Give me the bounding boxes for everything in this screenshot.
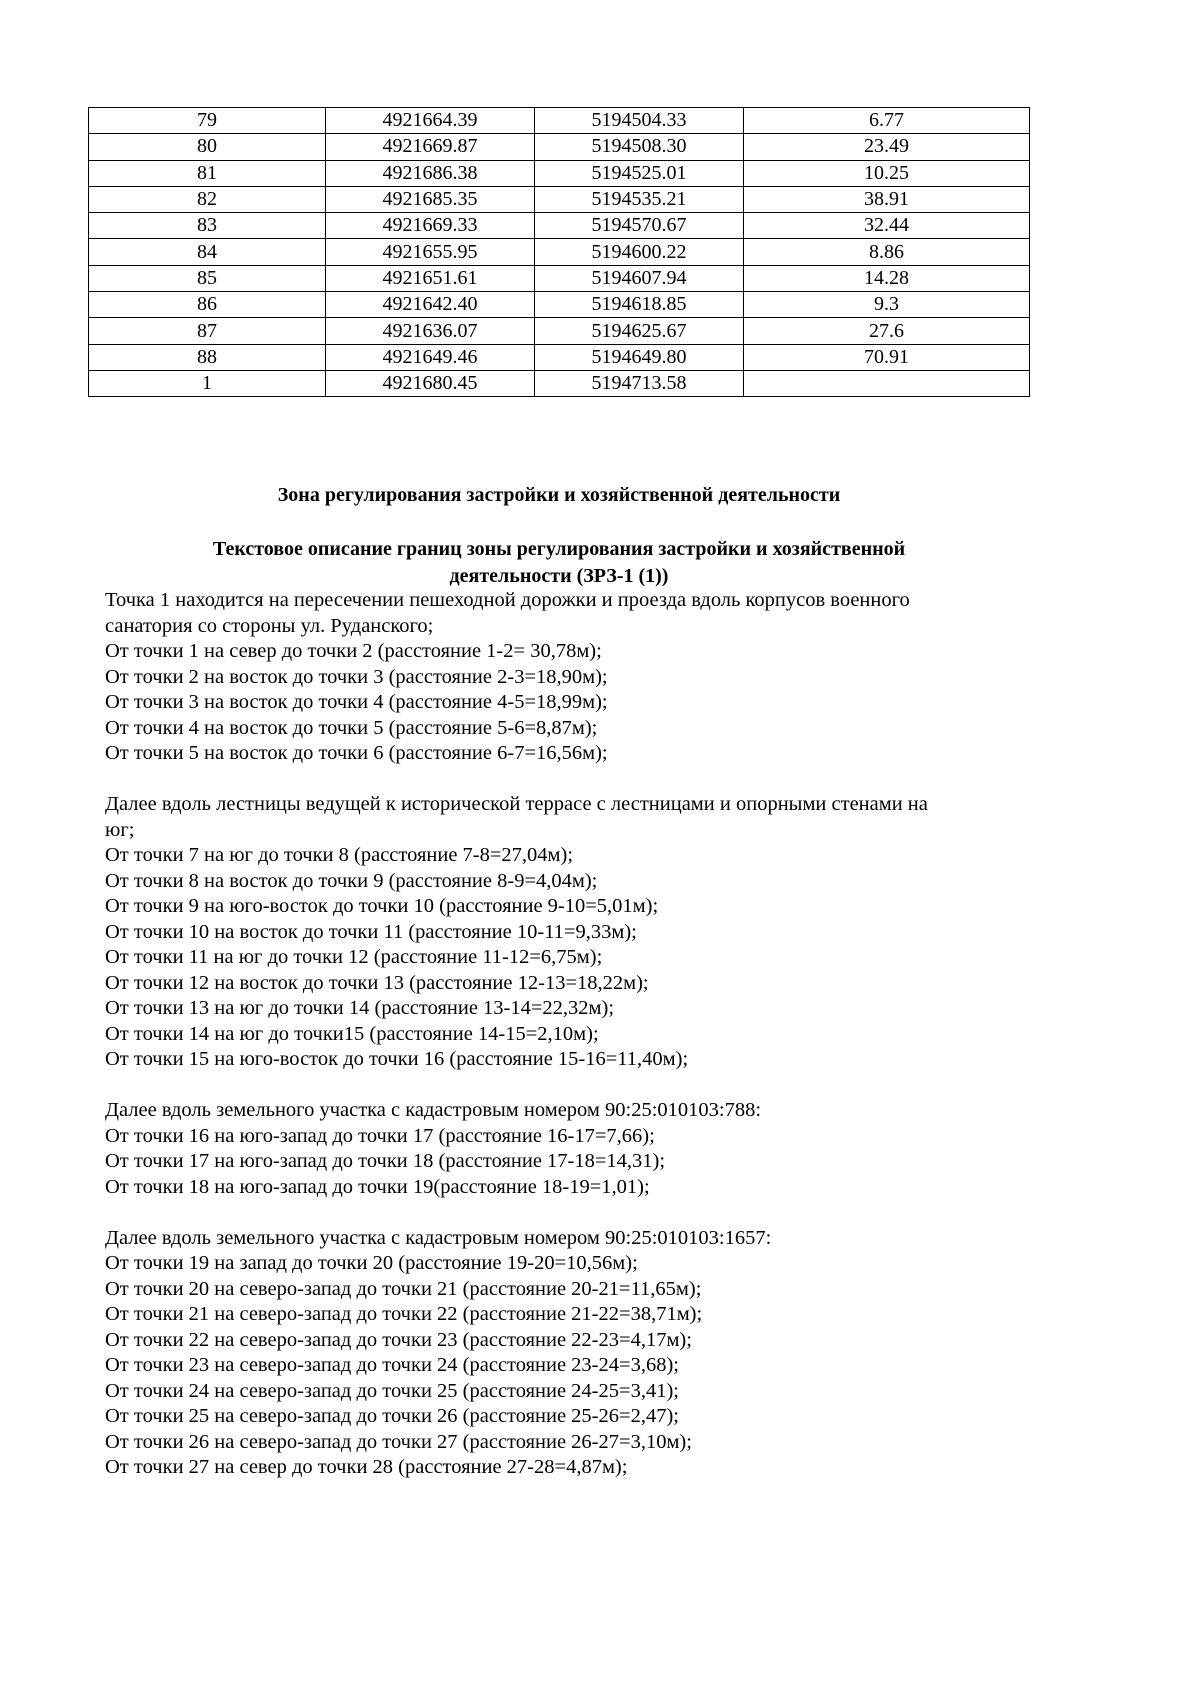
boundary-description	[105, 588, 1025, 1506]
text-line: От точки 11 на юг до точки 12 (расстояние 11-12=6,75м);	[105, 946, 603, 968]
text-line: От точки 4 на восток до точки 5 (расстояние 5-6=8,87м);	[105, 716, 598, 739]
y-coordinate: 5194570.67	[535, 213, 744, 239]
table-row	[89, 344, 1030, 370]
point-number: 79	[89, 108, 326, 134]
x-coordinate: 4921669.33	[326, 213, 535, 239]
table-row	[89, 265, 1030, 291]
x-coordinate: 4921642.40	[326, 292, 535, 318]
text-line: От точки 7 на юг до точки 8 (расстояние 7-8=27,04м);	[105, 844, 574, 866]
section-heading: Зона регулирования застройки и хозяйственной деятельности	[277, 484, 841, 506]
text-line: От точки 12 на восток до точки 13 (расстояние 12-13=18,22м);	[105, 971, 649, 994]
text-line: От точки 10 на восток до точки 11 (расстояние 10-11=9,33м);	[105, 920, 637, 943]
text-line: От точки 22 на северо-запад до точки 23 (расстояние 22-23=4,17м);	[105, 1328, 692, 1351]
text-line: От точки 18 на юго-запад до точки 19(расстояние 18-19=1,01);	[105, 1175, 650, 1198]
text-line: От точки 19 на запад до точки 20 (расстояние 19-20=10,56м);	[105, 1252, 638, 1274]
text-line: От точки 23 на северо-запад до точки 24 (расстояние 23-24=3,68);	[105, 1354, 679, 1376]
coordinates-table	[88, 107, 1030, 397]
text-line: От точки 3 на восток до точки 4 (расстояние 4-5=18,99м);	[105, 691, 608, 713]
table-row	[89, 134, 1030, 160]
distance: 10.25	[744, 160, 1030, 186]
distance: 70.91	[744, 344, 1030, 370]
distance: 8.86	[744, 239, 1030, 265]
x-coordinate: 4921685.35	[326, 186, 535, 212]
text-line: От точки 21 на северо-запад до точки 22 (расстояние 21-22=38,71м);	[105, 1303, 703, 1325]
text-line: От точки 1 на север до точки 2 (расстояние 1-2= 30,78м);	[105, 640, 602, 662]
x-coordinate: 4921664.39	[326, 108, 535, 134]
text-line: От точки 13 на юг до точки 14 (расстояние 13-14=22,32м);	[105, 997, 615, 1019]
point-number: 83	[89, 213, 326, 239]
table-row	[89, 160, 1030, 186]
table-row	[89, 292, 1030, 318]
text-line: От точки 15 на юго-восток до точки 16 (расстояние 15-16=11,40м);	[105, 1048, 689, 1070]
y-coordinate: 5194535.21	[535, 186, 744, 212]
text-line: Далее вдоль лестницы ведущей к исторической террасе с лестницами и опорными стенами на	[105, 793, 928, 815]
point-number: 87	[89, 318, 326, 344]
y-coordinate: 5194600.22	[535, 239, 744, 265]
x-coordinate: 4921655.95	[326, 239, 535, 265]
point-number: 80	[89, 134, 326, 160]
y-coordinate: 5194618.85	[535, 292, 744, 318]
table-row	[89, 108, 1030, 134]
distance: 23.49	[744, 134, 1030, 160]
y-coordinate: 5194504.33	[535, 108, 744, 134]
point-number: 85	[89, 265, 326, 291]
table-row	[89, 186, 1030, 212]
x-coordinate: 4921669.87	[326, 134, 535, 160]
text-line: Далее вдоль земельного участка с кадастровым номером 90:25:010103:788:	[105, 1099, 762, 1121]
text-line: От точки 27 на север до точки 28 (расстояние 27-28=4,87м);	[105, 1456, 628, 1478]
distance: 14.28	[744, 265, 1030, 291]
text-line: санатория со стороны ул. Руданского;	[105, 614, 434, 637]
y-coordinate: 5194649.80	[535, 344, 744, 370]
subheading-line-1: Текстовое описание границ зоны регулирования застройки и хозяйственной	[212, 538, 906, 560]
y-coordinate: 5194625.67	[535, 318, 744, 344]
subheading-line-2: деятельности (ЗРЗ-1 (1))	[449, 565, 669, 587]
point-number: 1	[89, 370, 326, 396]
y-coordinate: 5194607.94	[535, 265, 744, 291]
point-number: 82	[89, 186, 326, 212]
text-line: От точки 26 на северо-запад до точки 27 (расстояние 26-27=3,10м);	[105, 1430, 692, 1453]
point-number: 81	[89, 160, 326, 186]
distance: 38.91	[744, 186, 1030, 212]
distance: 27.6	[744, 318, 1030, 344]
paragraph	[105, 588, 1025, 767]
y-coordinate: 5194713.58	[535, 370, 744, 396]
table-row	[89, 239, 1030, 265]
text-line: От точки 24 на северо-запад до точки 25 (расстояние 24-25=3,41);	[105, 1379, 679, 1402]
text-line: От точки 2 на восток до точки 3 (расстояние 2-3=18,90м);	[105, 665, 608, 688]
x-coordinate: 4921651.61	[326, 265, 535, 291]
x-coordinate: 4921680.45	[326, 370, 535, 396]
distance: 6.77	[744, 108, 1030, 134]
text-line: От точки 25 на северо-запад до точки 26 (расстояние 25-26=2,47);	[105, 1405, 679, 1427]
text-line: От точки 14 на юг до точки15 (расстояние 14-15=2,10м);	[105, 1022, 599, 1045]
point-number: 88	[89, 344, 326, 370]
paragraph	[105, 1226, 1025, 1481]
text-line: Точка 1 находится на пересечении пешеходной дорожки и проезда вдоль корпусов военного	[105, 589, 910, 611]
distance: 9.3	[744, 292, 1030, 318]
point-number: 86	[89, 292, 326, 318]
y-coordinate: 5194508.30	[535, 134, 744, 160]
x-coordinate: 4921636.07	[326, 318, 535, 344]
text-line: От точки 20 на северо-запад до точки 21 (расстояние 20-21=11,65м);	[105, 1277, 702, 1300]
table-row	[89, 213, 1030, 239]
y-coordinate: 5194525.01	[535, 160, 744, 186]
text-line: От точки 5 на восток до точки 6 (расстояние 6-7=16,56м);	[105, 742, 608, 764]
distance	[744, 370, 1030, 396]
paragraph	[105, 1098, 1025, 1200]
text-line: юг;	[105, 818, 135, 841]
point-number: 84	[89, 239, 326, 265]
text-line: От точки 9 на юго-восток до точки 10 (расстояние 9-10=5,01м);	[105, 895, 659, 917]
text-line: От точки 8 на восток до точки 9 (расстояние 8-9=4,04м);	[105, 869, 598, 892]
x-coordinate: 4921649.46	[326, 344, 535, 370]
distance: 32.44	[744, 213, 1030, 239]
x-coordinate: 4921686.38	[326, 160, 535, 186]
table-row	[89, 370, 1030, 396]
text-line: От точки 17 на юго-запад до точки 18 (расстояние 17-18=14,31);	[105, 1150, 666, 1172]
text-line: Далее вдоль земельного участка с кадастровым номером 90:25:010103:1657:	[105, 1226, 772, 1249]
paragraph	[105, 792, 1025, 1073]
text-line: От точки 16 на юго-запад до точки 17 (расстояние 16-17=7,66);	[105, 1124, 655, 1147]
table-row	[89, 318, 1030, 344]
